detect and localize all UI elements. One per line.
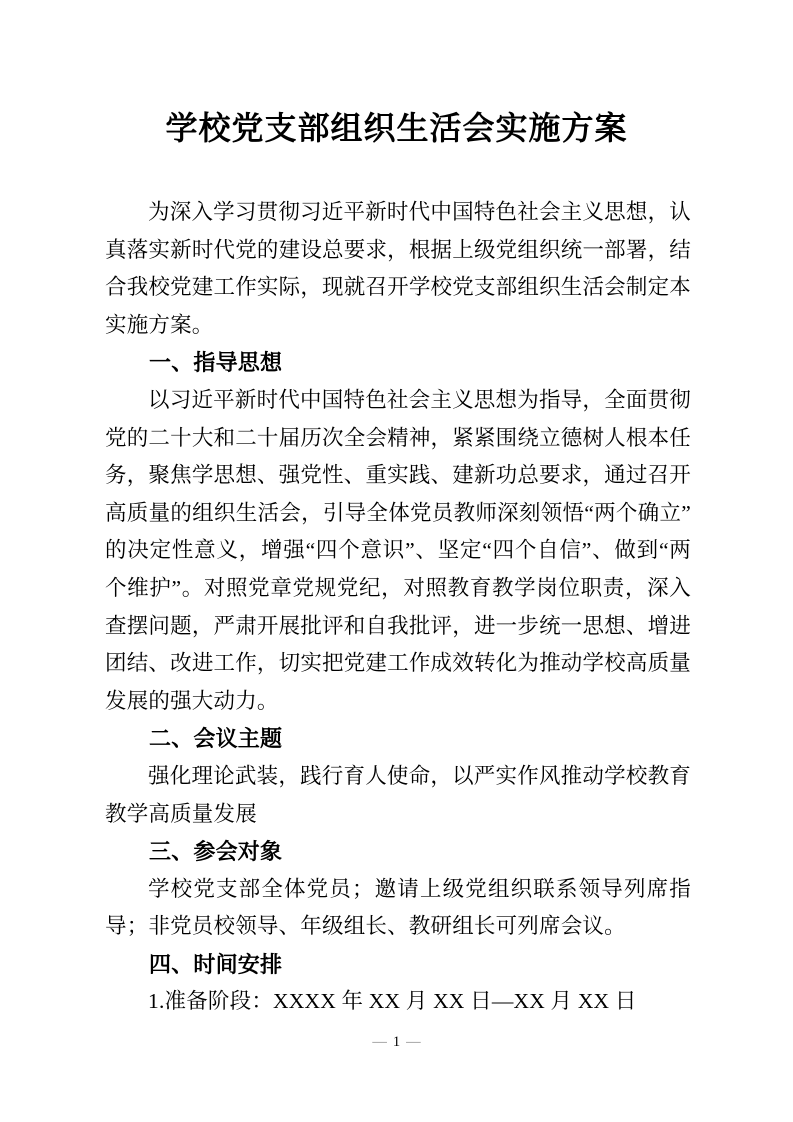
heading-meeting-theme: 二、会议主题 [149, 726, 283, 752]
heading-guiding-ideology: 一、指导思想 [149, 350, 283, 376]
footer-right-dash: — [406, 1034, 421, 1050]
page-footer [0, 1032, 793, 1052]
paragraph-meeting-theme: 强化理论武装，践行育人使命，以严实作风推动学校教育教学高质量发展 [105, 763, 691, 826]
document-title: 学校党支部组织生活会实施方案 [165, 110, 628, 146]
paragraph-preparation-stage: 1.准备阶段：XXXX 年 XX 月 XX 日—XX 月 XX 日 [148, 989, 637, 1014]
paragraph-guiding-ideology: 以习近平新时代中国特色社会主义思想为指导，全面贯彻党的二十大和二十届历次全会精神，紧紧围绕立德树人根本任务，聚焦学思想、强党性、重实践、建新功总要求，通过召开高质量的组织生活会，引导全体党员教师深刻领悟“两个确立”的决定性意义，增强“四个意识”、坚定“四个自信”、做到“两个维护”。对照党章党规党纪，对照教育教学岗位职责，深入查摆问题，严肃开展批评和自我批评，进一步统一思想、增进团结、改进工作，切实把党建工作成效转化为推动学校高质量发展的强大动力。 [105, 387, 691, 713]
page-number: 1 [392, 1034, 401, 1050]
heading-participants: 三、参会对象 [149, 839, 283, 865]
heading-time-arrangement: 四、时间安排 [149, 951, 283, 977]
paragraph-introduction: 为深入学习贯彻习近平新时代中国特色社会主义思想，认真落实新时代党的建设总要求，根据上级党组织统一部署，结合我校党建工作实际，现就召开学校党支部组织生活会制定本实施方案。 [105, 200, 691, 337]
document-body [105, 194, 691, 1021]
footer-left-dash: — [372, 1034, 387, 1050]
paragraph-participants: 学校党支部全体党员；邀请上级党组织联系领导列席指导；非党员校领导、年级组长、教研组长可列席会议。 [105, 876, 691, 939]
